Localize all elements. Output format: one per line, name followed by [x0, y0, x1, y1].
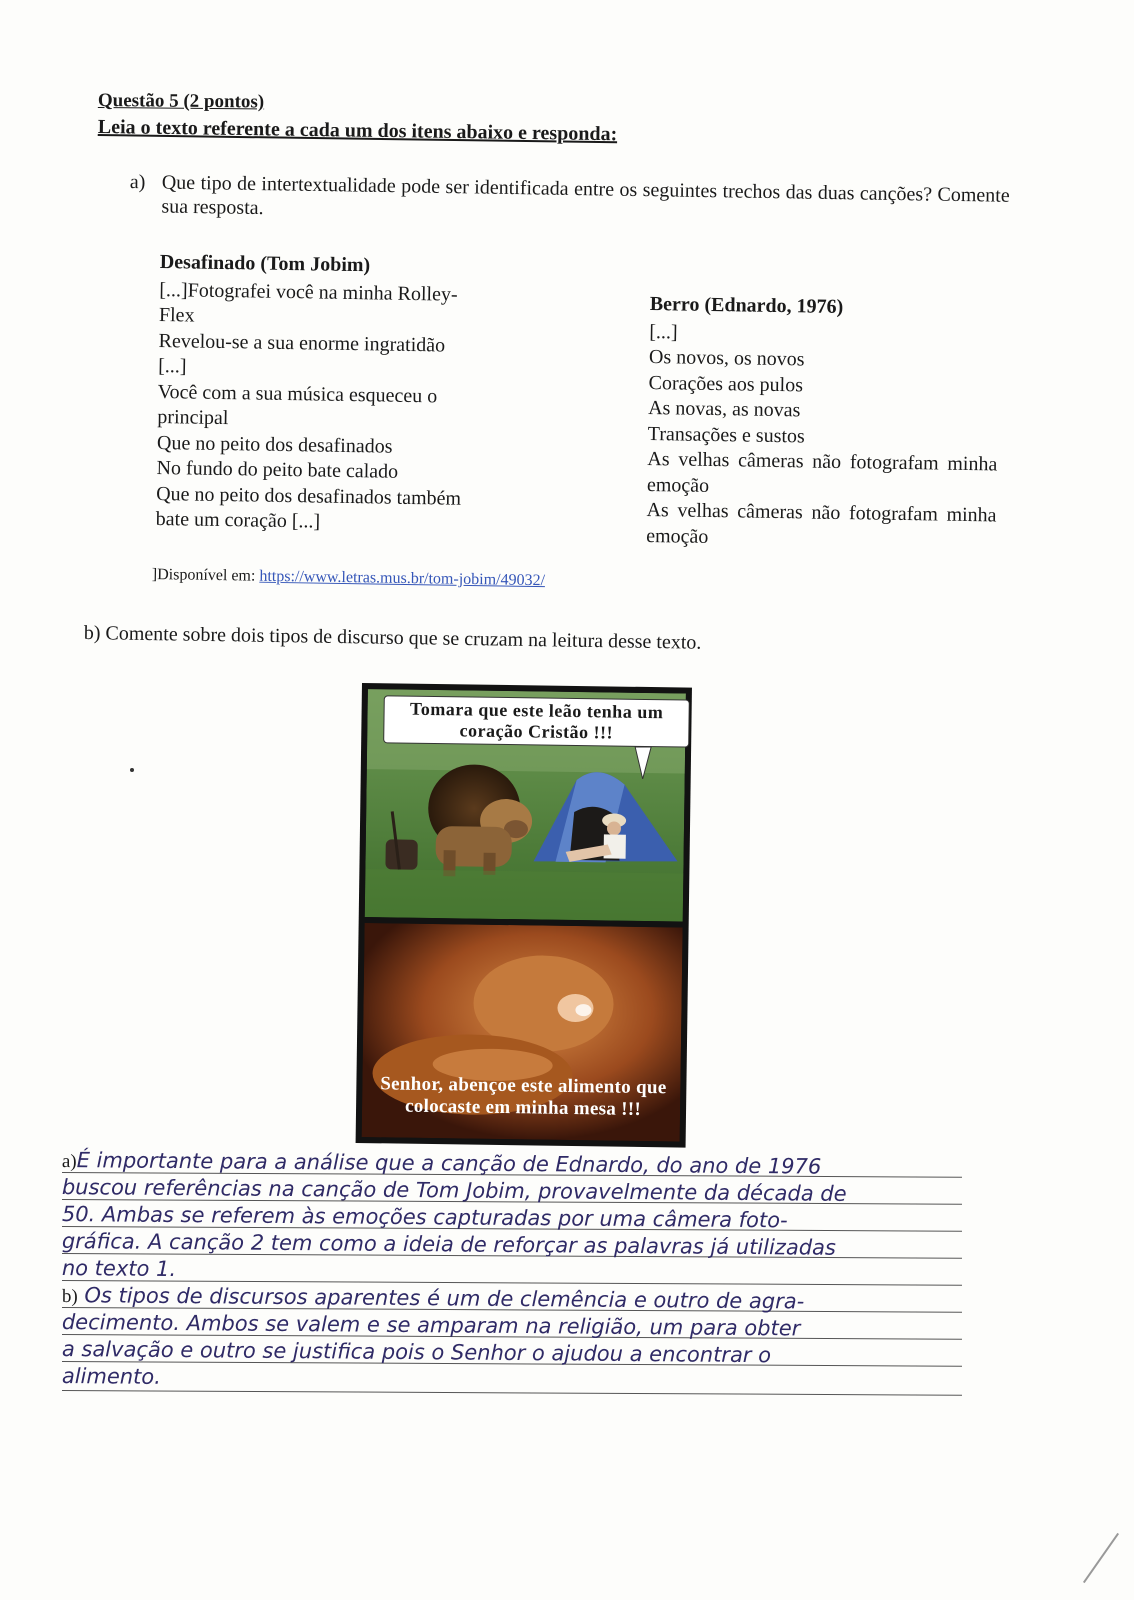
- source-citation: [152, 566, 545, 590]
- answer-b-label: b): [61, 1285, 78, 1308]
- answer-rule: [62, 1253, 962, 1259]
- answer-line: buscou referências na canção de Tom Jobim, provavelmente da década de: [61, 1175, 847, 1206]
- answer-rule: [62, 1199, 962, 1205]
- answer-rule: [62, 1334, 962, 1340]
- item-a-text: Que tipo de intertextualidade pode ser identificada entre os seguintes trechos das duas canções? Comente sua resposta.: [161, 171, 1010, 220]
- answer-line: gráfica. A canção 2 tem como a ideia de reforçar as palavras já utilizadas: [61, 1229, 837, 1260]
- lyric-line: bate um coração [...]: [155, 507, 321, 533]
- lyric-line: Os novos, os novos: [648, 345, 805, 371]
- lyric-line: Corações aos pulos: [648, 371, 804, 396]
- answer-a-label: a): [61, 1150, 77, 1173]
- source-label: ]Disponível em:: [151, 566, 256, 585]
- item-a-prompt: [129, 170, 1010, 232]
- page-corner-mark: [1083, 1533, 1119, 1583]
- song-desafinado: [156, 250, 525, 538]
- item-b-prompt: b) Comente sobre dois tipos de discurso que se cruzam na leitura desse texto.: [83, 622, 702, 654]
- answer-rule: [62, 1226, 962, 1232]
- lyric-line: Que no peito dos desafinados: [156, 431, 393, 458]
- question-title: Questão 5 (2 pontos): [97, 90, 265, 113]
- answer-line: [62, 1283, 1022, 1317]
- lyric-line: Você com a sua música esqueceu o: [157, 380, 438, 407]
- speck: [130, 768, 134, 772]
- song-desafinado-title: Desafinado (Tom Jobim): [159, 250, 371, 277]
- lyric-line: As novas, as novas: [648, 396, 801, 422]
- lyric-line: Revelou-se a sua enorme ingratidão: [158, 329, 446, 356]
- lyric-line: No fundo do peito bate calado: [156, 456, 399, 483]
- answer-rule: [62, 1390, 962, 1396]
- answer-rule: [62, 1307, 962, 1313]
- lyric-line: As velhas câmeras não fotografam minha emoção: [646, 498, 997, 548]
- item-a-label: a): [129, 170, 146, 194]
- lyric-line: Flex: [158, 303, 195, 327]
- lyric-line: As velhas câmeras não fotografam minha emoção: [646, 447, 998, 497]
- lyric-line: principal: [157, 405, 229, 430]
- answer-line: alimento.: [61, 1364, 161, 1389]
- source-link[interactable]: https://www.letras.mus.br/tom-jobim/49032/: [259, 567, 546, 590]
- lyric-line: [...]: [649, 320, 678, 343]
- question-instruction: Leia o texto referente a cada um dos itens abaixo e responda:: [97, 116, 618, 146]
- song-berro: [646, 292, 1000, 554]
- speech-bubble: Tomara que este leão tenha um coração Cristão !!!: [383, 695, 690, 747]
- lyric-line: Que no peito dos desafinados também: [156, 482, 462, 510]
- answer-rule: [62, 1280, 962, 1286]
- lyric-line: Transações e sustos: [647, 422, 805, 447]
- song-berro-title: Berro (Ednardo, 1976): [649, 292, 844, 319]
- answer-line: no texto 1.: [61, 1256, 177, 1281]
- answer-line: a salvação e outro se justifica pois o Senhor o ajudou a encontrar o: [61, 1337, 772, 1368]
- answer-text: É importante para a análise que a canção de Ednardo, do ano de 1976: [76, 1148, 822, 1179]
- answer-line: decimento. Ambos se valem e se amparam na religião, um para obter: [61, 1310, 801, 1341]
- answer-rule: [62, 1172, 962, 1178]
- lyric-line: [...]: [158, 354, 187, 378]
- answer-line: [62, 1148, 1022, 1182]
- lion-meme-image: [356, 683, 692, 1148]
- answer-rule: [62, 1361, 962, 1367]
- answer-line: 50. Ambas se referem às emoções capturadas por uma câmera foto-: [61, 1202, 788, 1233]
- answer-text: Os tipos de discursos aparentes é um de clemência e outro de agra-: [77, 1283, 805, 1314]
- lyric-line: [...]Fotografei você na minha Rolley-: [159, 278, 458, 306]
- meme-caption: Senhor, abençoe este alimento que colocaste em minha mesa !!!: [380, 1073, 667, 1120]
